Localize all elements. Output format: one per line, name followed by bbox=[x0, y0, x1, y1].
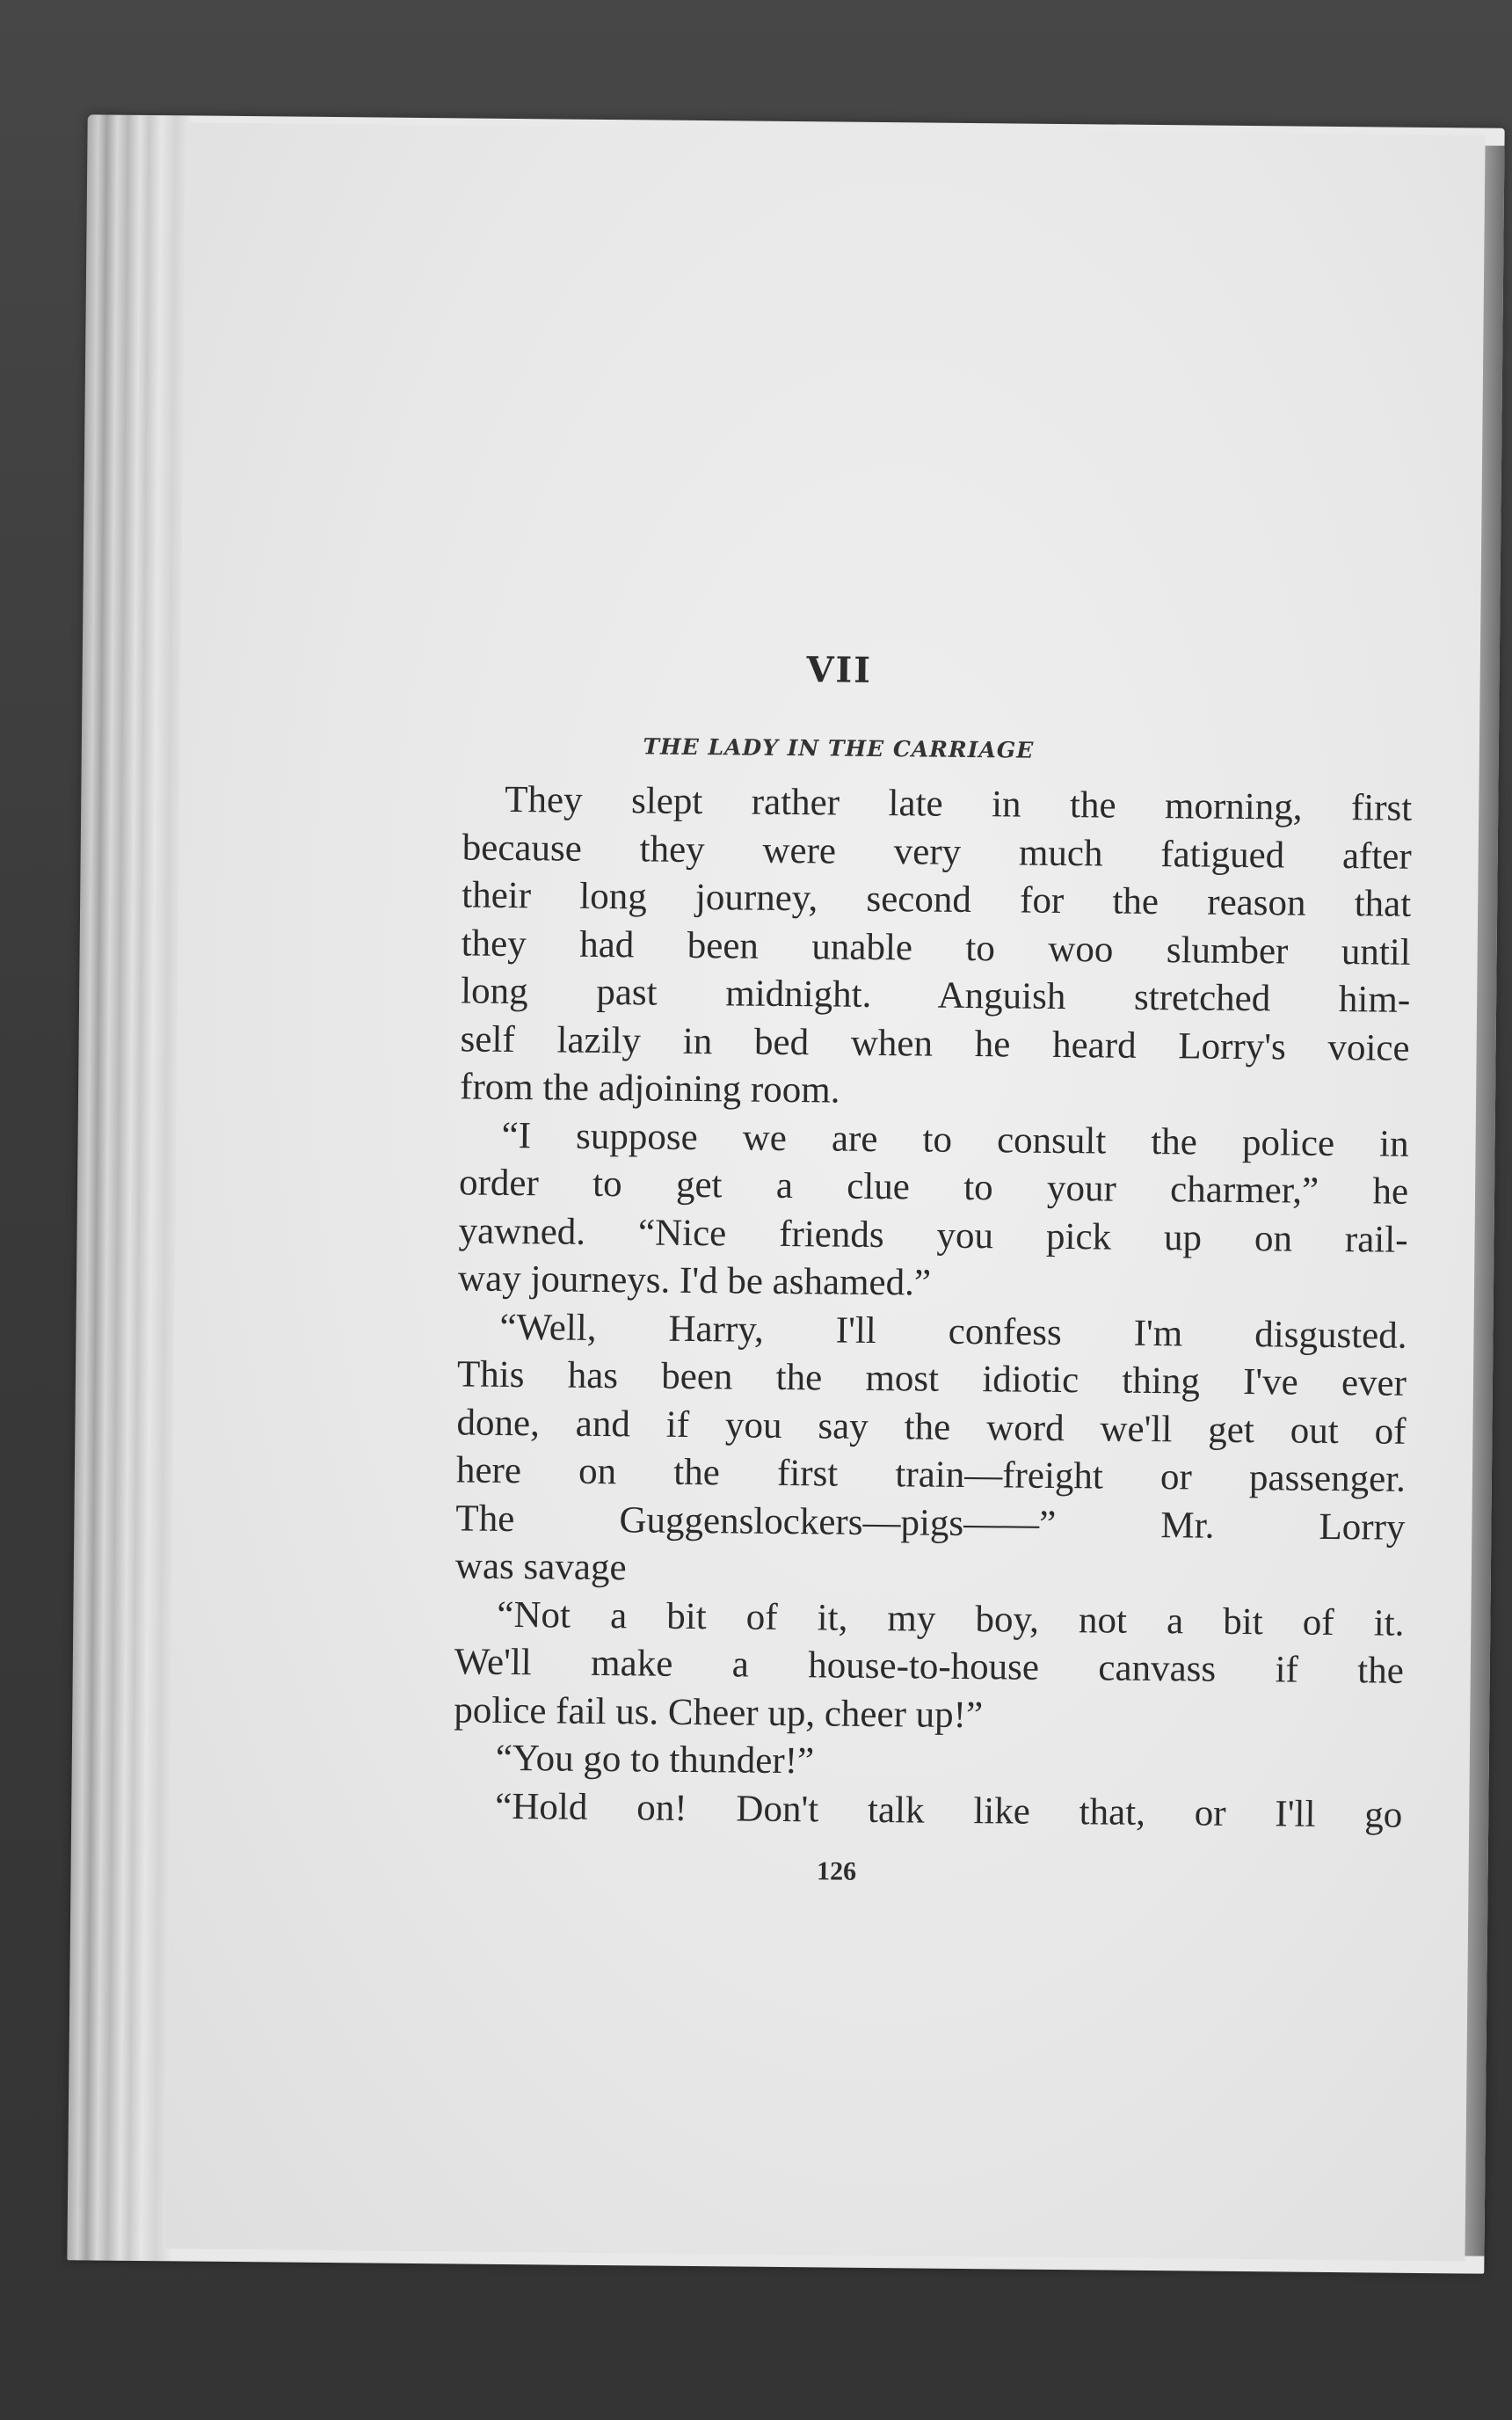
text-line: here on the first train—freight or passenger. bbox=[455, 1449, 1407, 1500]
text-line: They slept rather late in the morning, first bbox=[505, 778, 1413, 829]
chapter-title: THE LADY IN THE CARRIAGE bbox=[643, 733, 1035, 763]
text-line: long past midnight. Anguish stretched him- bbox=[460, 970, 1411, 1021]
text-line: they had been unable to woo slumber until bbox=[461, 922, 1411, 973]
text-line: order to get a clue to your charmer,” he bbox=[458, 1162, 1409, 1213]
chapter-number: VII bbox=[806, 649, 873, 691]
text-line: their long journey, second for the reason that bbox=[462, 874, 1412, 925]
text-line: “You go to thunder!” bbox=[495, 1737, 815, 1782]
text-line: This has been the most idiotic thing I've ever bbox=[456, 1353, 1407, 1404]
text-line: “Not a bit of it, my boy, not a bit of it. bbox=[497, 1593, 1405, 1644]
text-line: way journeys. I'd be ashamed.” bbox=[457, 1257, 932, 1304]
text-line: was savage bbox=[454, 1545, 627, 1589]
text-line: from the adjoining room. bbox=[459, 1066, 840, 1112]
text-line: self lazily in bed when he heard Lorry's voice bbox=[460, 1017, 1410, 1069]
text-line: We'll make a house-to-house canvass if the bbox=[454, 1641, 1405, 1692]
text-line: The Guggenslockers—pigs——” Mr. Lorry bbox=[455, 1497, 1406, 1549]
text-line: “Hold on! Don't talk like that, or I'll go bbox=[495, 1785, 1403, 1836]
page-number: 126 bbox=[816, 1856, 857, 1886]
text-line: done, and if you say the word we'll get out of bbox=[456, 1401, 1407, 1453]
text-line: “Well, Harry, I'll confess I'm disgusted. bbox=[499, 1306, 1407, 1357]
text-line: police fail us. Cheer up, cheer up!” bbox=[454, 1688, 984, 1736]
body-text bbox=[453, 776, 1412, 1839]
text-line: “I suppose we are to consult the police in bbox=[501, 1114, 1409, 1165]
text-line: because they were very much fatigued after bbox=[462, 826, 1412, 878]
book-page bbox=[165, 122, 1485, 2261]
text-line: yawned. “Nice friends you pick up on rail- bbox=[458, 1209, 1408, 1261]
book bbox=[67, 114, 1504, 2273]
